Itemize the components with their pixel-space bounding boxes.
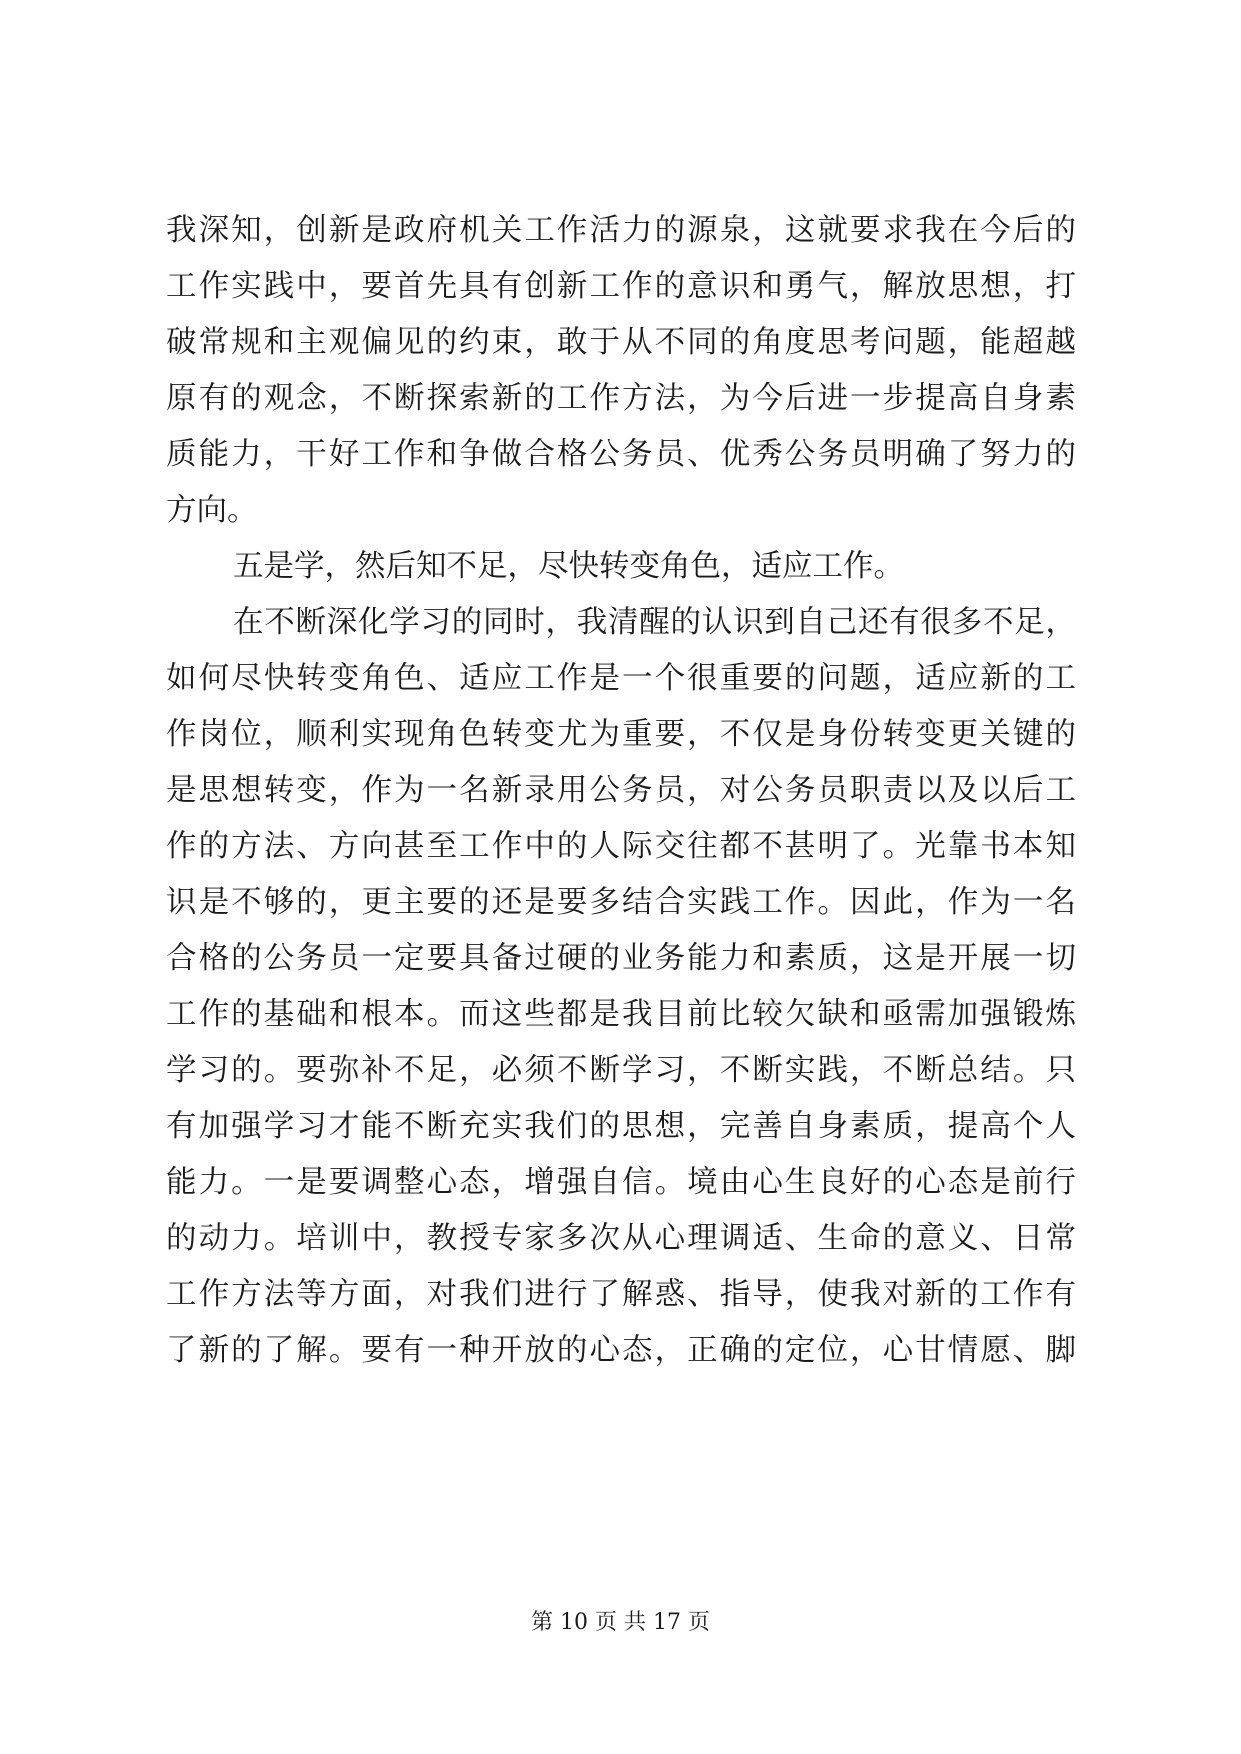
text-line-19: 的动力。培训中，教授专家多次从心理调适、生命的意义、日常 <box>166 1221 1076 1256</box>
text-line-15: 工作的基础和根本。而这些都是我目前比较欠缺和亟需加强锻炼 <box>166 997 1076 1032</box>
text-line-16: 学习的。要弥补不足，必须不断学习，不断实践，不断总结。只 <box>166 1053 1076 1088</box>
text-line-2: 工作实践中，要首先具有创新工作的意识和勇气，解放思想，打 <box>166 269 1076 304</box>
text-line-10: 作岗位，顺利实现角色转变尤为重要，不仅是身份转变更关键的 <box>166 717 1076 752</box>
section-heading: 五是学，然后知不足，尽快转变角色，适应工作。 <box>233 549 904 584</box>
text-line-1: 我深知，创新是政府机关工作活力的源泉，这就要求我在今后的 <box>166 213 1076 248</box>
page-number-footer: 第 10 页 共 17 页 <box>531 1610 710 1635</box>
text-line-12: 作的方法、方向甚至工作中的人际交往都不甚明了。光靠书本知 <box>166 829 1076 864</box>
text-line-20: 工作方法等方面，对我们进行了解惑、指导，使我对新的工作有 <box>166 1277 1076 1312</box>
text-line-6: 方向。 <box>166 493 258 528</box>
text-line-5: 质能力，干好工作和争做合格公务员、优秀公务员明确了努力的 <box>166 437 1076 472</box>
text-line-11: 是思想转变，作为一名新录用公务员，对公务员职责以及以后工 <box>166 773 1076 808</box>
text-line-17: 有加强学习才能不断充实我们的思想，完善自身素质，提高个人 <box>166 1109 1076 1144</box>
text-line-8: 在不断深化学习的同时，我清醒的认识到自己还有很多不足， <box>233 605 1076 640</box>
text-line-21: 了新的了解。要有一种开放的心态，正确的定位，心甘情愿、脚 <box>166 1333 1076 1368</box>
text-line-18: 能力。一是要调整心态，增强自信。境由心生良好的心态是前行 <box>166 1165 1076 1200</box>
text-line-14: 合格的公务员一定要具备过硬的业务能力和素质，这是开展一切 <box>166 941 1076 976</box>
text-line-9: 如何尽快转变角色、适应工作是一个很重要的问题，适应新的工 <box>166 661 1076 696</box>
text-line-4: 原有的观念，不断探索新的工作方法，为今后进一步提高自身素 <box>166 381 1076 416</box>
text-line-13: 识是不够的，更主要的还是要多结合实践工作。因此，作为一名 <box>166 885 1076 920</box>
text-line-3: 破常规和主观偏见的约束，敢于从不同的角度思考问题，能超越 <box>166 325 1076 360</box>
